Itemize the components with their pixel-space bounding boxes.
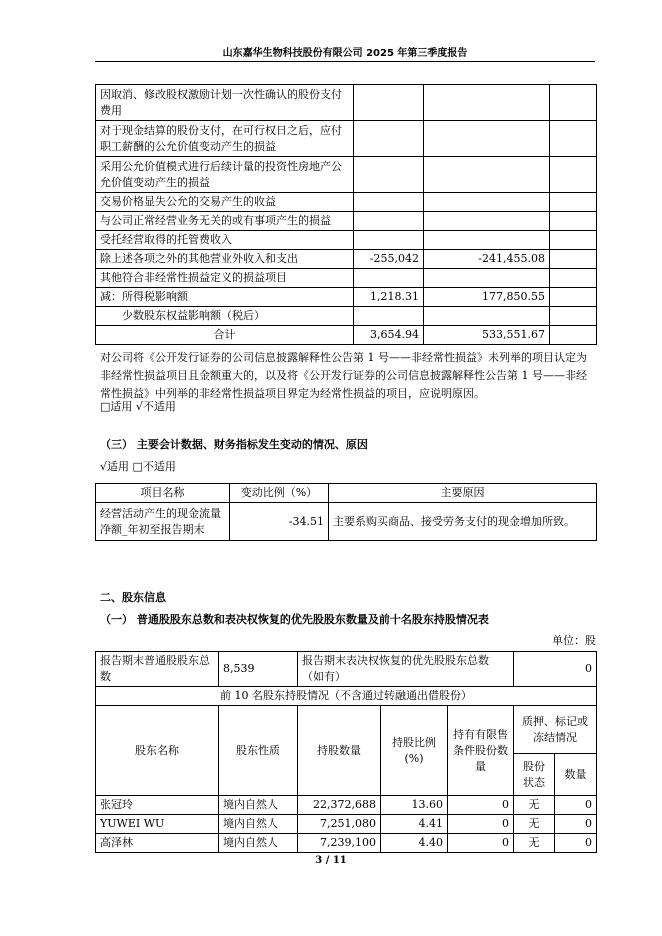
nonrecurring-item-label: 其他符合非经常性损益定义的损益项目 [96, 269, 354, 288]
section3-title: （三） 主要会计数据、财务指标发生变动的情况、原因 [100, 438, 368, 451]
nonrecurring-item-label: 与公司正常经营业务无关的或有事项产生的损益 [96, 212, 354, 231]
nonrecurring-row [96, 326, 597, 345]
note-paragraph: 对公司将《公开发行证券的公司信息披露解释性公告第 1 号——非经常性损益》未列举的项目认定为非经常性损益项目且金额重大的，以及将《公开发行证券的公司信息披露解释性公告第 1 号——非经常性损益》中列举的非经常性损益项目界定为经常性损益的项目，应说明原因。 [100, 351, 587, 400]
unit-label: 单位：股 [552, 634, 596, 647]
holder-restricted: 0 [448, 796, 514, 815]
nonrecurring-value-ytd: -241,455.08 [424, 250, 550, 269]
nonrecurring-item-label: 除上述各项之外的其他营业外收入和支出 [96, 250, 354, 269]
holder-shares: 7,239,100 [298, 834, 381, 853]
nonrecurring-value-current [354, 121, 424, 157]
header-restricted: 持有有限售条件股份数量 [448, 706, 514, 796]
nonrecurring-row [96, 193, 597, 212]
section-two-title: 二、股东信息 [100, 591, 166, 604]
nonrecurring-row [96, 212, 597, 231]
nonrecurring-item-label: 受托经营取得的托管费收入 [96, 231, 354, 250]
shareholder-row [96, 834, 597, 853]
change-header-ratio: 变动比例（%） [230, 484, 329, 503]
change-header-reason: 主要原因 [329, 484, 597, 503]
nonrecurring-row [96, 85, 597, 121]
nonrecurring-value-ytd: 533,551.67 [424, 326, 550, 345]
nonrecurring-note [550, 307, 597, 326]
nonrecurring-item-label: 合计 [96, 326, 354, 345]
nonrecurring-row [96, 121, 597, 157]
top10-title: 前 10 名股东持股情况（不含通过转融通出借股份） [96, 687, 597, 706]
nonrecurring-value-ytd [424, 269, 550, 288]
holder-pledge-qty: 0 [555, 796, 597, 815]
header-holder-nature: 股东性质 [219, 706, 298, 796]
header-holder-name: 股东名称 [96, 706, 219, 796]
nonrecurring-value-ytd [424, 212, 550, 231]
nonrecurring-value-ytd [424, 157, 550, 193]
holder-pledge-status: 无 [514, 796, 555, 815]
nonrecurring-value-current [354, 157, 424, 193]
nonrecurring-item-label: 对于现金结算的股份支付，在可行权日之后，应付职工薪酬的公允价值变动产生的损益 [96, 121, 354, 157]
shareholder-row [96, 796, 597, 815]
nonrecurring-note [550, 121, 597, 157]
holder-nature: 境内自然人 [219, 834, 298, 853]
holder-restricted: 0 [448, 834, 514, 853]
nonrecurring-value-ytd [424, 231, 550, 250]
nonrecurring-row [96, 157, 597, 193]
nonrecurring-row [96, 231, 597, 250]
page-number: 3 / 11 [315, 855, 347, 866]
header-shares: 持股数量 [298, 706, 381, 796]
header-pledge-status: 股份状态 [514, 754, 555, 796]
section-two-subtitle: （一） 普通股股东总数和表决权恢复的优先股股东数量及前十名股东持股情况表 [100, 613, 489, 626]
nonrecurring-note [550, 157, 597, 193]
nonrecurring-value-current: 1,218.31 [354, 288, 424, 307]
holder-name: 高泽林 [96, 834, 219, 853]
change-row-name: 经营活动产生的现金流量净额_年初至报告期末 [96, 503, 230, 541]
header-pledge-qty: 数量 [555, 754, 597, 796]
holder-name: 张冠玲 [96, 796, 219, 815]
nonrecurring-value-ytd [424, 85, 550, 121]
shareholder-row [96, 815, 597, 834]
note-options: □适用 √不适用 [100, 400, 176, 413]
holder-restricted: 0 [448, 815, 514, 834]
nonrecurring-value-current [354, 307, 424, 326]
nonrecurring-value-ytd [424, 193, 550, 212]
header-pledge: 质押、标记或冻结情况 [514, 706, 597, 754]
nonrecurring-note [550, 193, 597, 212]
nonrecurring-item-label: 采用公允价值模式进行后续计量的投资性房地产公允价值变动产生的损益 [96, 157, 354, 193]
shareholder-table [95, 651, 597, 853]
nonrecurring-note [550, 250, 597, 269]
nonrecurring-value-current [354, 85, 424, 121]
change-row-reason: 主要系购买商品、接受劳务支付的现金增加所致。 [329, 503, 597, 541]
nonrecurring-value-ytd [424, 307, 550, 326]
nonrecurring-note [550, 85, 597, 121]
header-rule [95, 61, 595, 62]
holder-pledge-qty: 0 [555, 815, 597, 834]
nonrecurring-item-label: 减：所得税影响额 [96, 288, 354, 307]
nonrecurring-row [96, 288, 597, 307]
nonrecurring-item-label: 交易价格显失公允的交易产生的收益 [96, 193, 354, 212]
change-table [95, 483, 597, 541]
nonrecurring-item-label: 因取消、修改股权激励计划一次性确认的股份支付费用 [96, 85, 354, 121]
nonrecurring-value-ytd [424, 121, 550, 157]
page-header: 山东嘉华生物科技股份有限公司 2025 年第三季度报告 [222, 48, 468, 59]
nonrecurring-value-current: 3,654.94 [354, 326, 424, 345]
section3-options: √适用 □不适用 [100, 460, 176, 473]
nonrecurring-row [96, 307, 597, 326]
pref-holders-label: 报告期末表决权恢复的优先股股东总数（如有） [298, 652, 514, 687]
change-header-name: 项目名称 [96, 484, 230, 503]
nonrecurring-table [95, 84, 597, 345]
holder-ratio: 4.40 [381, 834, 448, 853]
nonrecurring-value-current [354, 212, 424, 231]
pref-holders-value: 0 [514, 652, 597, 687]
nonrecurring-value-current [354, 193, 424, 212]
total-holders-label: 报告期末普通股股东总数 [96, 652, 219, 687]
nonrecurring-value-current: -255,042 [354, 250, 424, 269]
holder-ratio: 13.60 [381, 796, 448, 815]
holder-shares: 22,372,688 [298, 796, 381, 815]
holder-ratio: 4.41 [381, 815, 448, 834]
nonrecurring-note [550, 212, 597, 231]
holder-pledge-status: 无 [514, 815, 555, 834]
change-row-ratio: -34.51 [230, 503, 329, 541]
nonrecurring-note [550, 288, 597, 307]
nonrecurring-value-current [354, 269, 424, 288]
nonrecurring-value-ytd: 177,850.55 [424, 288, 550, 307]
holder-name: YUWEI WU [96, 815, 219, 834]
holder-shares: 7,251,080 [298, 815, 381, 834]
nonrecurring-value-current [354, 231, 424, 250]
header-ratio: 持股比例(%) [381, 706, 448, 796]
holder-nature: 境内自然人 [219, 815, 298, 834]
nonrecurring-row [96, 250, 597, 269]
nonrecurring-note [550, 231, 597, 250]
nonrecurring-note [550, 326, 597, 345]
holder-pledge-status: 无 [514, 834, 555, 853]
holder-nature: 境内自然人 [219, 796, 298, 815]
holder-pledge-qty: 0 [555, 834, 597, 853]
nonrecurring-note [550, 269, 597, 288]
nonrecurring-row [96, 269, 597, 288]
total-holders-value: 8,539 [219, 652, 298, 687]
nonrecurring-item-label: 少数股东权益影响额（税后） [96, 307, 354, 326]
